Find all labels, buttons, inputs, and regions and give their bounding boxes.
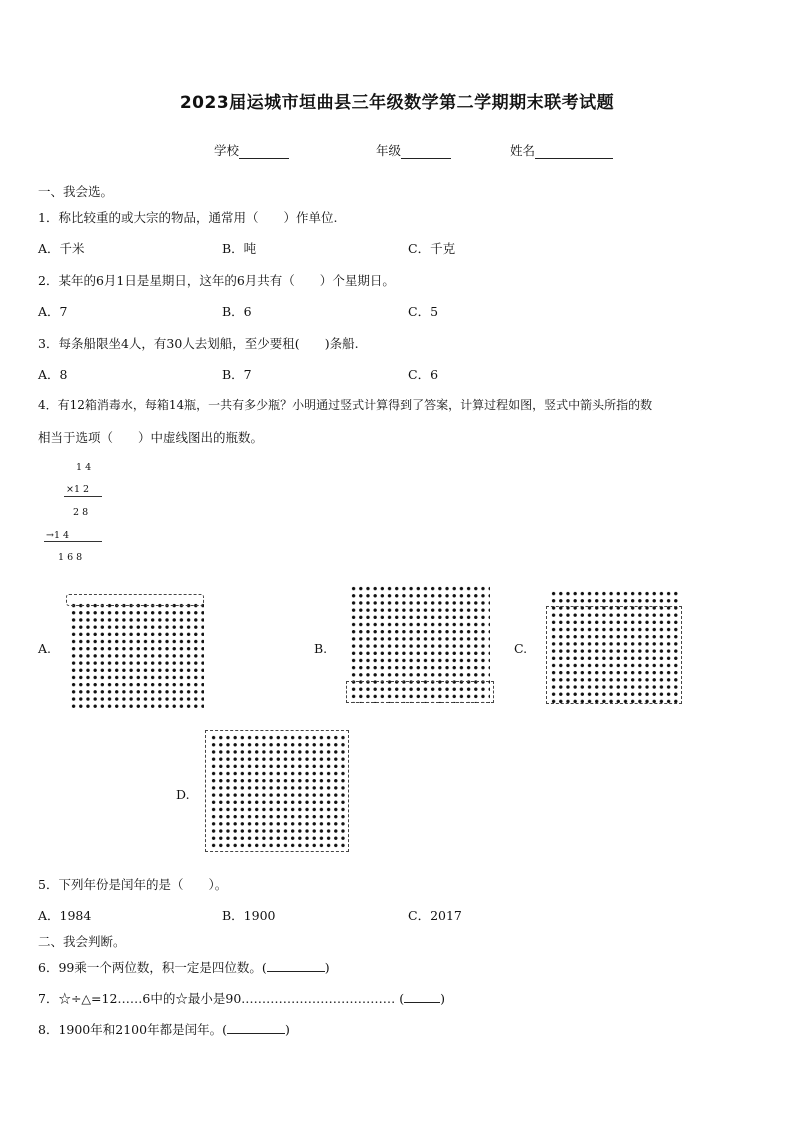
q1-text: 1．称比较重的或大宗的物品，通常用（ ）作单位.: [38, 210, 338, 225]
school-field[interactable]: [214, 141, 289, 159]
q8-text: 8．1900年和2100年都是闰年。(: [38, 1022, 227, 1037]
calc-line-4: →1 4: [46, 530, 70, 541]
school-blank[interactable]: [239, 144, 289, 159]
q4-option-c[interactable]: C.: [514, 641, 528, 656]
grade-blank[interactable]: [401, 144, 451, 159]
q5-option-b[interactable]: B．1900: [222, 908, 276, 923]
section-2-heading: 二、我会判断。: [38, 934, 126, 949]
q6-text: 6．99乘一个两位数，积一定是四位数。(: [38, 960, 267, 975]
q1-option-b[interactable]: B．吨: [222, 241, 257, 256]
q6-answer-blank[interactable]: [267, 959, 325, 972]
page-title: 2023届运城市垣曲县三年级数学第二学期期末联考试题: [179, 93, 615, 113]
option-a-dashed-outline: [66, 594, 204, 606]
q7-close: ): [440, 991, 445, 1006]
name-blank[interactable]: [535, 144, 613, 159]
q4-text-line2: 相当于选项（ ）中虚线图出的瓶数。: [38, 430, 264, 445]
q8-close: ): [284, 1022, 290, 1037]
calc-line-5: 1 6 8: [58, 552, 83, 563]
q5-text: 5．下列年份是闰年的是（ ）。: [38, 877, 228, 892]
q2-option-a[interactable]: A．7: [38, 304, 68, 319]
calc-rule-1: [64, 496, 102, 497]
q1-option-c[interactable]: C．千克: [408, 241, 456, 256]
q3-option-a[interactable]: A．8: [38, 367, 68, 382]
section-1-heading: 一、我会选。: [38, 184, 114, 199]
option-a-dot-grid: [70, 602, 204, 708]
option-c-dashed-outline: [546, 606, 682, 704]
q3-text: 3．每条船限坐4人，有30人去划船，至少要租( )条船.: [38, 336, 359, 351]
q5-option-c[interactable]: C．2017: [408, 908, 462, 923]
grade-label: 年级: [376, 143, 402, 158]
q4-text-line1: 4．有12箱消毒水，每箱14瓶，一共有多少瓶？小明通过竖式计算得到了答案，计算过程如图，竖式中箭头所指的数: [38, 398, 653, 412]
q4-option-d[interactable]: D.: [176, 787, 190, 802]
q8: [38, 1020, 290, 1038]
q2-option-b[interactable]: B．6: [222, 304, 252, 319]
q8-answer-blank[interactable]: [227, 1021, 285, 1034]
grade-field[interactable]: [376, 141, 451, 159]
q7-text: 7．☆÷△=12……6中的☆最小是90.……………………………… (: [38, 991, 405, 1006]
q2-option-c[interactable]: C．5: [408, 304, 439, 319]
calc-line-1: 1 4: [76, 462, 92, 473]
q7: [38, 989, 445, 1007]
q3-option-c[interactable]: C．6: [408, 367, 439, 382]
q4-option-a[interactable]: A.: [38, 641, 52, 656]
q6-close: ): [324, 960, 330, 975]
q7-answer-blank[interactable]: [404, 990, 440, 1003]
q2-text: 2．某年的6月1日是星期日，这年的6月共有（ ）个星期日。: [38, 273, 395, 288]
school-label: 学校: [214, 143, 240, 158]
option-d-dashed-outline: [205, 730, 349, 852]
q6: [38, 958, 330, 976]
calc-line-2: ×1 2: [66, 484, 90, 495]
q3-option-b[interactable]: B．7: [222, 367, 252, 382]
calc-rule-2: [44, 541, 102, 542]
name-label: 姓名: [510, 143, 536, 158]
name-field[interactable]: [510, 141, 613, 159]
q4-option-b[interactable]: B.: [314, 641, 328, 656]
q5-option-a[interactable]: A．1984: [38, 908, 92, 923]
option-b-dashed-outline: [346, 681, 494, 703]
q1-option-a[interactable]: A．千米: [38, 241, 85, 256]
calc-line-3: 2 8: [73, 507, 89, 518]
